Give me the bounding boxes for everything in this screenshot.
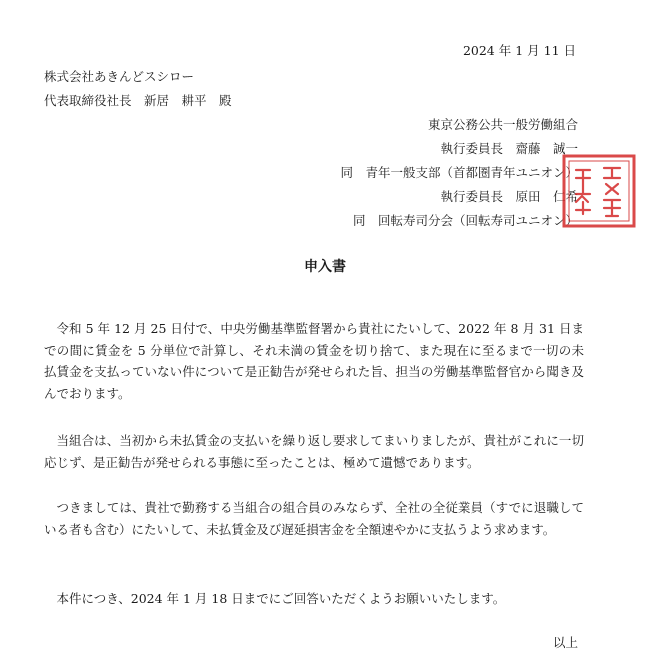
document-date: 2024 年 1 月 11 日	[462, 43, 576, 58]
sender-branch: 同 青年一般支部（首都圏青年ユニオン）	[340, 165, 578, 180]
sender-chair: 執行委員長 齋藤 誠一	[440, 141, 578, 156]
body-paragraph: 令和 5 年 12 月 25 日付で、中央労働基準監督署から貴社にたいして、2022 年 8 月 31 日までの間に賃金を 5 分単位で計算し、それ未満の賃金を切り捨て、また現在に至るまで一切の未払賃金を支払っていない件について是正勧告が発せられた旨、担当の労働基準監督官から聞き及んでおります。	[44, 321, 584, 401]
sender-subbranch: 同 回転寿司分会（回転寿司ユニオン）	[352, 213, 578, 228]
sender-branch-chair: 執行委員長 原田 仁希	[440, 189, 578, 204]
recipient-company: 株式会社あきんどスシロー	[44, 69, 195, 84]
document-title: 申入書	[304, 259, 346, 275]
body-paragraph: 当組合は、当初から未払賃金の支払いを繰り返し要求してまいりましたが、貴社がこれに一切応じず、是正勧告が発せられる事態に至ったことは、極めて遺憾であります。	[44, 433, 584, 470]
closing-mark: 以上	[552, 635, 578, 650]
recipient-name: 代表取締役社長 新居 耕平 殿	[44, 93, 232, 108]
body-paragraph: 本件につき、2024 年 1 月 18 日までにご回答いただくようお願いいたします。	[56, 591, 506, 606]
union-seal-icon	[560, 152, 638, 230]
body-paragraph: つきましては、貴社で勤務する当組合の組合員のみならず、全社の全従業員（すでに退職している者も含む）にたいして、未払賃金及び遅延損害金を全額速やかに支払うよう求めます。	[44, 500, 584, 537]
sender-union: 東京公務公共一般労働組合	[427, 117, 578, 132]
